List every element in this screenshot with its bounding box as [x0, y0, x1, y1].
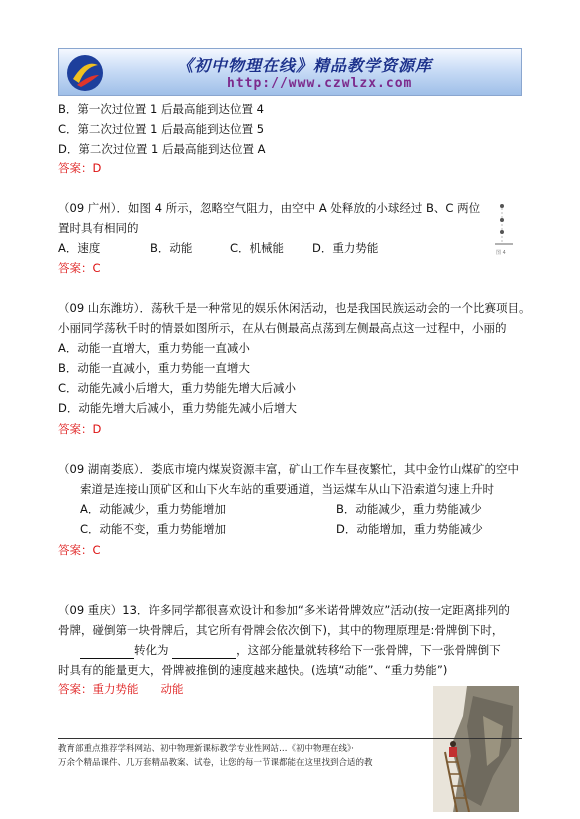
q2-stem-line-1: （09 广州）．如图 4 所示，忽略空气阻力，由空中 A 处释放的小球经过 B、C 两位	[58, 201, 481, 215]
q2-option-b: B．动能	[150, 241, 193, 255]
q3-stem-line-2: 小丽同学荡秋千时的情景如图所示，在从右侧最高点荡到左侧最高点这一过程中，小丽的	[58, 321, 507, 335]
q2-stem-line-2: 置时具有相同的	[58, 221, 139, 235]
footer-divider	[58, 738, 522, 739]
q4-option-d: D．动能增加，重力势能减少	[336, 522, 483, 536]
q1-option-b: B．第一次过位置 1 后最高能到达位置 4	[58, 102, 264, 116]
q4-option-b: B．动能减少，重力势能减少	[336, 502, 482, 516]
q3-option-b: B．动能一直减小，重力势能一直增大	[58, 361, 250, 375]
q5-stem-line-4: 时具有的能量更大，骨牌被推倒的速度越来越快。(选填“动能”、“重力势能”)	[58, 663, 448, 677]
q3-option-d: D．动能先增大后减小，重力势能先减小后增大	[58, 401, 297, 415]
q4-stem-line-2: 索道是连接山顶矿区和山下火车站的重要通道，当运煤车从山下沿索道匀速上升时	[80, 482, 494, 496]
q1-answer: 答案：D	[58, 161, 102, 175]
banner-url[interactable]: http://www.czwlzx.com	[227, 76, 413, 91]
figure-4-label: 图 4	[496, 250, 506, 256]
q1-option-d: D．第二次过位置 1 后最高能到达位置 A	[58, 142, 266, 156]
site-logo	[65, 53, 105, 93]
q5-answer-1: 重力势能	[92, 682, 139, 696]
q5-stem-line-3-c: ，这部分能量就转移给下一张骨牌，下一张骨牌倒下	[236, 643, 501, 657]
q2-option-c: C．机械能	[230, 241, 285, 255]
q2-answer: 答案：C	[58, 261, 101, 275]
q5-stem-line-1: （09 重庆）13．许多同学都很喜欢设计和参加“多米诺骨牌效应”活动(按一定距离排列的	[58, 603, 510, 617]
q5-answer	[58, 681, 184, 697]
site-banner	[58, 48, 522, 96]
q2-option-d: D．重力势能	[312, 241, 379, 255]
domino-cliff-photo	[433, 686, 519, 812]
q3-stem-line-1: （09 山东潍坊）．荡秋千是一种常见的娱乐休闲活动，也是我国民族运动会的一个比赛项目。	[58, 301, 531, 315]
q3-answer: 答案：D	[58, 422, 102, 436]
figure-4-falling-ball	[493, 200, 515, 256]
banner-title: 《初中物理在线》精品教学资源库	[177, 56, 433, 75]
q2-option-a: A．速度	[58, 241, 101, 255]
q4-option-a: A．动能减少，重力势能增加	[80, 502, 226, 516]
footer-line-2: 万余个精品课件、几万套精品教案、试卷，让您的每一节课都能在这里找到合适的教	[58, 758, 373, 768]
q4-answer: 答案：C	[58, 543, 101, 557]
q1-option-c: C．第二次过位置 1 后最高能到达位置 5	[58, 122, 265, 136]
footer-line-1: 教育部重点推荐学科网站、初中物理新课标教学专业性网站…《初中物理在线》·	[58, 744, 354, 754]
q5-answer-2: 动能	[160, 682, 184, 696]
q4-stem-line-1: （09 湖南娄底）．娄底市境内煤炭资源丰富，矿山工作车昼夜繁忙，其中金竹山煤矿的空中	[58, 462, 520, 476]
q5-stem-line-2: 骨牌，碰倒第一块骨牌后，其它所有骨牌会依次倒下)，其中的物理原理是:骨牌倒下时，	[58, 623, 504, 637]
q5-stem-line-3-b: 转化为	[134, 643, 169, 657]
q5-blank-1	[80, 642, 134, 659]
q5-answer-label: 答案：	[58, 682, 93, 696]
q4-option-c: C．动能不变，重力势能增加	[80, 522, 227, 536]
q3-option-c: C．动能先减小后增大，重力势能先增大后减小	[58, 381, 297, 395]
q5-stem-line-3	[58, 642, 501, 659]
q5-blank-2	[172, 642, 236, 659]
q3-option-a: A．动能一直增大，重力势能一直减小	[58, 341, 250, 355]
